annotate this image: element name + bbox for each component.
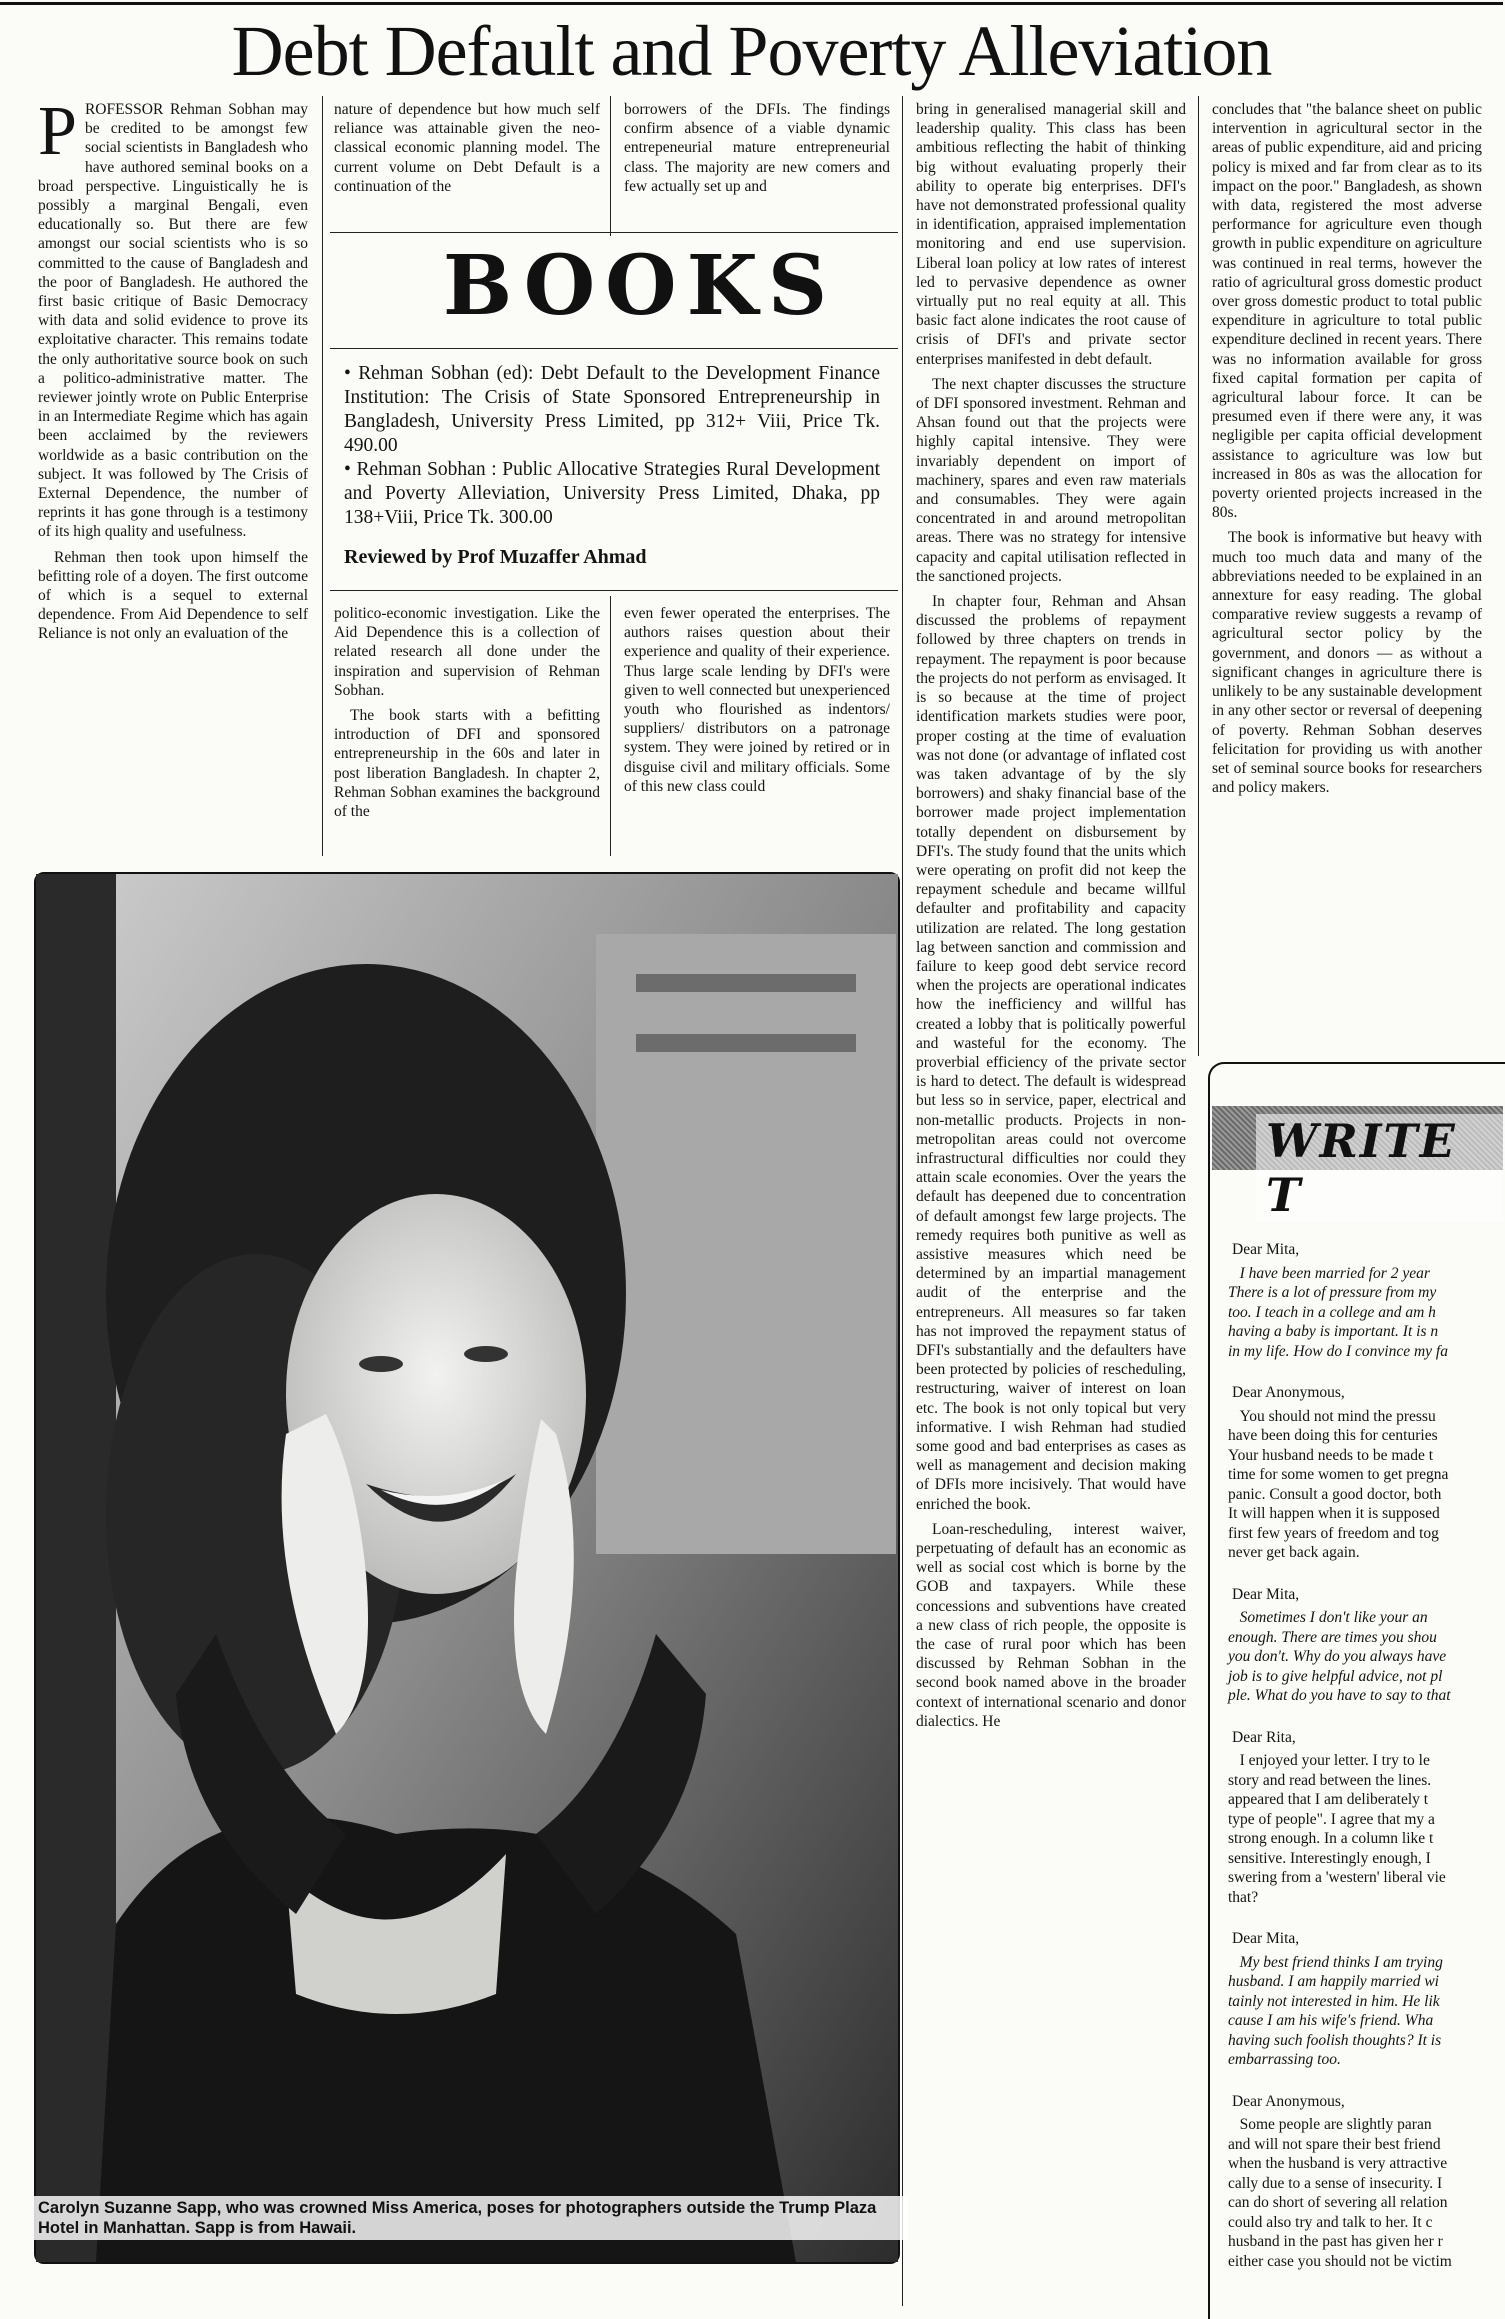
letter-line: cause I am his wife's friend. Wha xyxy=(1228,2012,1434,2029)
letter-line: strong enough. In a column like t xyxy=(1228,1830,1434,1847)
advice-column-title: WRITE T xyxy=(1256,1114,1503,1222)
letter-line: either case you should not be victim xyxy=(1228,2252,1452,2270)
paragraph: concludes that "the balance sheet on public intervention in agricultural sector in the areas of public expenditure, aid and pricing policy is mixed and far from clear as to its impact on the poor." Bangladesh, as shown with data, registered the most adverse performance for agriculture even though growth in public expenditure on agriculture was continued in real terms, however the ratio of agricultural gross domestic product over gross domestic product to total public expenditure in agriculture to total public expenditure declined in recent years. There was no information available for gross fixed capital formation per capita of agricultural labour force. It can be presumed even if there were any, it was negligible per capita official development assistance to agriculture was low but increased in 80s as was the allocation for poverty oriented projects increased in the 80s. xyxy=(1212,101,1482,522)
book-info xyxy=(344,362,880,530)
letter-line: I enjoyed your letter. I try to le xyxy=(1228,1752,1430,1769)
book-1-details: • Rehman Sobhan (ed): Debt Default to the Development Finance Institution: The Crisis of State Sponsored Entrepreneurship in Bangladesh, University Press Limited, pp 312+ Viii, Price Tk. 490.00 xyxy=(344,363,880,456)
column-rule xyxy=(902,96,903,2306)
reviewer-byline: Reviewed by Prof Muzaffer Ahmad xyxy=(344,546,647,568)
books-rule-end xyxy=(330,590,898,591)
article-column-3-top xyxy=(624,100,890,222)
article-column-1 xyxy=(38,93,308,850)
letter-line: husband in the past has given her r xyxy=(1228,2233,1443,2250)
letter-salutation: Dear Anonymous, xyxy=(1232,1384,1345,1401)
letter-line: having a baby is important. It is n xyxy=(1228,1323,1439,1340)
news-photo xyxy=(34,872,900,2264)
letter-salutation: Dear Rita, xyxy=(1232,1728,1296,1746)
letter-line: enough. There are times you shou xyxy=(1228,1628,1437,1646)
paragraph: The book is informative but heavy with much too much data and many of the abbreviations needed to be explained in an annexture for easy reading. The global comparative review suggests a revamp of agricultural sector policy by the government, and donors — as without a significant changes in agriculture there is unlikely to be any sustainable development in any other sector or reversal of deepening of poverty. Rehman Sobhan deserves felicitation for providing us with another set of seminal source books for researchers and policy makers. xyxy=(1212,529,1482,797)
letter-line: cally due to a sense of insecurity. I xyxy=(1228,2174,1443,2192)
paragraph: Loan-rescheduling, interest waiver, perpetuating of default has an economic as well as social cost which is borne by the GOB and taxpayers. While these concessions and subventions have created a new class of rich people, the opposite is the case of rural poor which has been discussed by Rehman Sobhan in the second book named above in the broader context of international scenario and donor dialectics. He xyxy=(916,1520,1186,1730)
letter-line: You should not mind the pressu xyxy=(1228,1407,1436,1425)
letter-line: I have been married for 2 year xyxy=(1228,1264,1430,1282)
letter-line: could also try and talk to her. It c xyxy=(1228,2213,1433,2231)
headline: Debt Default and Poverty Alleviation xyxy=(231,11,1272,91)
letter-line: never get back again. xyxy=(1228,1544,1360,1561)
top-rule xyxy=(0,2,1503,5)
books-rule-bottom xyxy=(330,348,898,349)
paragraph: nature of dependence but how much self reliance was attainable given the neo-classical economic planning model. The current volume on Debt Default is a continuation of the xyxy=(334,101,600,195)
letter-line: that? xyxy=(1228,1888,1259,1906)
letter-line: too. I teach in a college and am h xyxy=(1228,1303,1436,1321)
letter-line: having such foolish thoughts? It is xyxy=(1228,2031,1442,2049)
letter-line: and will not spare their best friend xyxy=(1228,2135,1441,2153)
letter-line: panic. Consult a good doctor, both xyxy=(1228,1485,1442,1503)
letter-line: in my life. How do I convince my fa xyxy=(1228,1342,1448,1360)
letter-salutation: Dear Mita, xyxy=(1232,1585,1300,1603)
letter-line: you don't. Why do you always have xyxy=(1228,1648,1447,1665)
letter-line: tainly not interested in him. He lik xyxy=(1228,1992,1440,2010)
letter-line: swering from a 'western' liberal vie xyxy=(1228,1869,1446,1886)
letter-line: type of people". I agree that my a xyxy=(1228,1810,1435,1828)
letter-line: embarrassing too. xyxy=(1228,2051,1341,2068)
advice-letters xyxy=(1228,1240,1503,2310)
books-section-banner: BOOKS xyxy=(442,238,838,334)
article-column-4 xyxy=(916,100,1186,2310)
letter-line: first few years of freedom and tog xyxy=(1228,1524,1439,1542)
paragraph: In chapter four, Rehman and Ahsan discussed the problems of repayment followed by three chapters on trends in repayment. The repayment is poor because the projects do not perform as envisaged. It is so because at the time of project identification markets studies were poor, proper costing at the time of evaluation was not done (or advantage of inflated cost was taken advantage of by the sly borrowers) and shaky financial base of the borrower made project implementation totally dependent on disbursement by DFI's. The study found that the units which were operating on profit did not keep the repayment schedule and became willful defaulter and profitability and capacity utilization are related. The long gestation lag between sanction and commission and failure to keep good debt service record when the projects are operational indicates how the inefficiency and willful has created a lobby that is politically powerful and wasteful for the economy. The proverbial efficiency of the private sector is hard to detect. The default is widespread but less so in service, paper, electrical and non-metallic products. Projects in non-metropolitan areas could not overcome infrastructural difficulties nor could they attain scale economies. Over the years the default has deepened due to concentration of default amongst few large projects. The remedy requires both punitive as well as assistive measures which need be determined by an impartial management audit of the enterprise and the entrepreneurs. All measures so far taken has not improved the repayment status of DFI's substantially and the defaulters have been protected by policies of rescheduling, restructuring, waiver of interest on loan etc. The book is not only topical but very informative. I wish Rehman had studied some good and bad enterprises as cases as well as management and decision making of DFIs more incisively. That would have enriched the book. xyxy=(916,593,1186,1513)
column-rule xyxy=(322,96,323,856)
article-column-2-bottom xyxy=(334,604,600,854)
photo-caption: Carolyn Suzanne Sapp, who was crowned Miss America, poses for photographers outside the Trump Plaza Hotel in Manhattan. Sapp is from Hawaii. xyxy=(34,2196,908,2240)
letter-line: Sometimes I don't like your an xyxy=(1228,1609,1428,1626)
letter-line: have been doing this for centuries xyxy=(1228,1427,1438,1444)
paragraph: The book starts with a befitting introduction of DFI and sponsored entrepreneurship in the 60s and later in post liberation Bangladesh. In chapter 2, Rehman Sobhan examines the background of the xyxy=(334,707,600,821)
article-column-3-bottom xyxy=(624,604,890,854)
letter-line: husband. I am happily married wi xyxy=(1228,1973,1439,1990)
letter-line: It will happen when it is supposed xyxy=(1228,1505,1440,1522)
article-column-2-top xyxy=(334,100,600,222)
letter-line: Some people are slightly paran xyxy=(1228,2116,1432,2133)
drop-cap: P xyxy=(38,93,77,170)
letter-line: sensitive. Interestingly enough, I xyxy=(1228,1849,1431,1867)
letter-line: There is a lot of pressure from my xyxy=(1228,1284,1437,1301)
paragraph: bring in generalised managerial skill and leadership quality. This class has been ambitious reflecting the habit of thinking big without evaluating properly their ability to operate big enterprises. DFI's have not demonstrated professional quality in identification, appraised implementation monitoring and end use supervision. Liberal loan policy at low rates of interest led to pervasive dependence as owner virtually put no real equity at all. This basic fact alone indicates the root cause of crisis of DFI's and private sector enterprises manifested in debt default. xyxy=(916,101,1186,368)
books-rule-top xyxy=(330,232,898,233)
letter-line: appeared that I am deliberately t xyxy=(1228,1791,1429,1808)
paragraph: borrowers of the DFIs. The findings confirm absence of a viable dynamic entrepeneurial mature entrepreneurial class. The majority are new comers and few actually set up and xyxy=(624,101,890,195)
letter-salutation: Dear Mita, xyxy=(1232,1930,1300,1947)
paragraph: Rehman then took upon himself the befitting role of a doyen. The first outcome of which is a sequel to external dependence. From Aid Dependence to self Reliance is not only an evaluation of the xyxy=(38,548,308,643)
paragraph-text: ROFESSOR Rehman Sobhan may be credited to be amongst few social scientists in Bangladesh who have authored seminal books on a broad perspective. Linguistically he is possibly a marginal Bengali, even educationally so. But there are few amongst our social scientists who is so committed to the cause of Bangladesh and the poor of Bangladesh. He authored the first basic critique of Basic Democracy with data and solid evidence to prove its exploitative character. This remains todate the only authoritative source book on such a politico-administrative matter. The reviewer jointly wrote on Public Enterprise in an Intermediate Regime which has again been acclaimed by the reviewers worldwide as a basic contribution on the subject. It was followed by The Crisis of External Dependence, the number of reprints it has gone through is a testimony of its high quality and usefulness. xyxy=(38,101,308,541)
letter-line: when the husband is very attractive xyxy=(1228,2155,1448,2172)
letter-line: Your husband needs to be made t xyxy=(1228,1446,1434,1464)
advice-column-banner xyxy=(1212,1106,1503,1222)
letter-line: can do short of severing all relation xyxy=(1228,2194,1448,2211)
paragraph: politico-economic investigation. Like the Aid Dependence this is a collection of related research all done under the inspiration and supervision of Rehman Sobhan. xyxy=(334,605,600,699)
photo-illustration xyxy=(36,874,898,2262)
lead-paragraph xyxy=(38,93,308,542)
paragraph: even fewer operated the enterprises. The authors raises question about their experience and quality of their experience. Thus large scale lending by DFI's were given to well connected but unexperienced youth who flourished as indentors/ suppliers/ distributors on a patronage system. They were joined by retired or in disguise civil and military officials. Some of this new class could xyxy=(624,605,890,795)
letter-line: time for some women to get pregna xyxy=(1228,1466,1449,1483)
letter-line: My best friend thinks I am trying xyxy=(1228,1953,1443,1971)
letter-line: story and read between the lines. xyxy=(1228,1771,1432,1789)
letter-line: ple. What do you have to say to that xyxy=(1228,1687,1451,1704)
column-rule xyxy=(1198,96,1199,1056)
column-rule xyxy=(610,96,611,236)
book-2-details: • Rehman Sobhan : Public Allocative Strategies Rural Development and Poverty Alleviation, University Press Limited, Dhaka, pp 138+Viii, Price Tk. 300.00 xyxy=(344,459,880,528)
paragraph: The next chapter discusses the structure of DFI sponsored investment. Rehman and Ahsan found out that the projects were highly capital intensive. They were invariably dependent on import of machinery, spares and even raw materials and consumables. They were again concentrated in and around metropolitan areas. There was no strategy for intensive capacity and capital utilisation reflected in the sanctioned projects. xyxy=(916,375,1186,585)
article-column-5 xyxy=(1212,100,1482,1050)
letter-line: job is to give helpful advice, not pl xyxy=(1228,1667,1443,1685)
letter-salutation: Dear Anonymous, xyxy=(1232,2092,1345,2110)
column-rule xyxy=(610,596,611,856)
letter-salutation: Dear Mita, xyxy=(1232,1241,1300,1258)
